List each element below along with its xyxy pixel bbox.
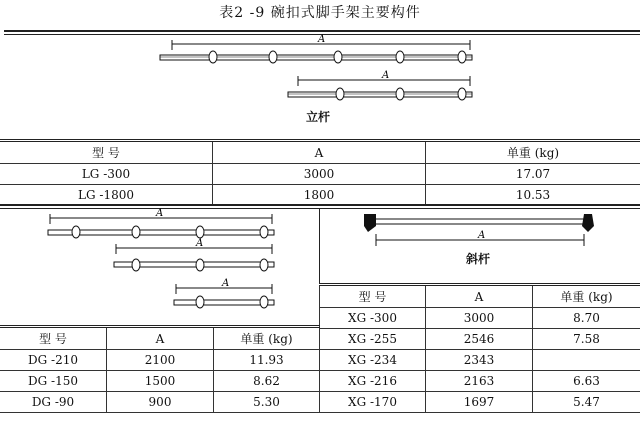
xg-model: XG -300 [320, 308, 426, 329]
dg-a: 2100 [107, 350, 214, 371]
dg-table [0, 325, 320, 413]
lg-weight: 17.07 [426, 164, 640, 185]
xg-table [319, 283, 640, 413]
lg-weight: 10.53 [426, 185, 640, 206]
xg-header-row [320, 285, 640, 308]
table-row [0, 392, 320, 413]
svg-text:A: A [478, 230, 486, 241]
lg-caption: 立杆 [306, 110, 331, 124]
dg-model: DG -90 [0, 392, 107, 413]
dg-a: 900 [107, 392, 214, 413]
xg-weight [533, 350, 640, 371]
dg-model: DG -150 [0, 371, 107, 392]
xg-a: 1697 [426, 392, 533, 413]
table-row [320, 392, 640, 413]
xg-weight: 7.58 [533, 329, 640, 350]
table-row [320, 371, 640, 392]
dg-header-model: 型 号 [0, 327, 107, 350]
dg-header-a: A [107, 327, 214, 350]
xg-model: XG -170 [320, 392, 426, 413]
table-title: 表2 -9 碗扣式脚手架主要构件 [219, 5, 421, 21]
xg-caption: 斜杆 [466, 252, 491, 266]
table-row [0, 371, 320, 392]
rod-3 [174, 278, 274, 308]
dg-weight: 8.62 [214, 371, 320, 392]
xg-weight: 8.70 [533, 308, 640, 329]
lg-header-a: A [213, 141, 426, 164]
lg-model: LG -1800 [0, 185, 213, 206]
xg-a: 3000 [426, 308, 533, 329]
xg-model: XG -255 [320, 329, 426, 350]
dg-a: 1500 [107, 371, 214, 392]
svg-text:A: A [156, 208, 164, 219]
table-row [320, 350, 640, 371]
lg-a: 1800 [213, 185, 426, 206]
dg-weight: 11.93 [214, 350, 320, 371]
xg-a: 2546 [426, 329, 533, 350]
lg-header-weight: 单重 (kg) [426, 141, 640, 164]
svg-text:A: A [222, 278, 230, 289]
dg-model: DG -210 [0, 350, 107, 371]
lg-header-model: 型 号 [0, 141, 213, 164]
svg-text:A: A [196, 238, 204, 249]
xg-header-a: A [426, 285, 533, 308]
dim-label-short: A [382, 70, 390, 81]
xg-header-model: 型 号 [320, 285, 426, 308]
xg-a: 2343 [426, 350, 533, 371]
dg-header-row [0, 327, 320, 350]
xg-model: XG -234 [320, 350, 426, 371]
table-row [320, 329, 640, 350]
dim-label-long: A [318, 34, 326, 45]
lg-a: 3000 [213, 164, 426, 185]
xg-weight: 6.63 [533, 371, 640, 392]
dg-weight: 5.30 [214, 392, 320, 413]
xg-model: XG -216 [320, 371, 426, 392]
dg-header-weight: 单重 (kg) [214, 327, 320, 350]
lg-model: LG -300 [0, 164, 213, 185]
table-row [320, 308, 640, 329]
table-row [0, 350, 320, 371]
xg-a: 2163 [426, 371, 533, 392]
xg-header-weight: 单重 (kg) [533, 285, 640, 308]
xg-weight: 5.47 [533, 392, 640, 413]
